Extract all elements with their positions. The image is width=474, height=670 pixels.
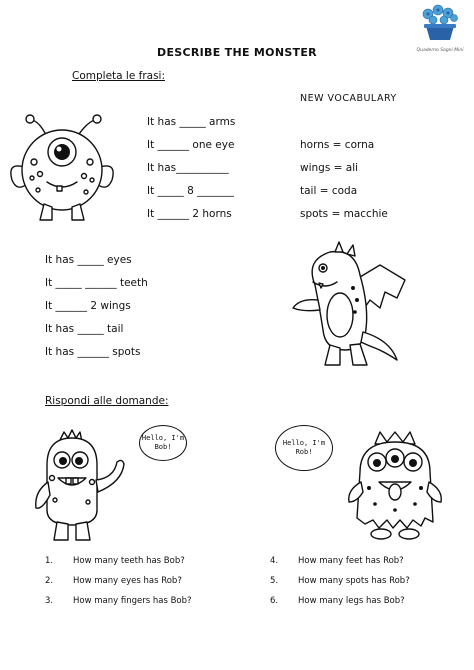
question-text: How many fingers has Bob? (73, 596, 192, 606)
question-number: 5. (270, 576, 279, 586)
question-number: 2. (45, 576, 54, 586)
sentence-middle: It has ______ spots (45, 346, 141, 358)
vocab-item: wings = ali (300, 162, 359, 174)
speech-bubble-bob (139, 425, 187, 461)
sentence-top: It ______ one eye (147, 139, 235, 151)
vocab-item: horns = corna (300, 139, 375, 151)
sentence-top: It has _____ arms (147, 116, 236, 128)
question-text: How many feet has Rob? (298, 556, 404, 566)
question-text: How many eyes has Rob? (73, 576, 182, 586)
speech-bubble-text: Hello, I'm Bob! (141, 434, 185, 451)
one-eyed-monster-icon (2, 112, 122, 227)
question-number: 3. (45, 596, 54, 606)
rob-three-eyed-monster-icon (345, 432, 445, 542)
speech-bubble-rob (275, 425, 333, 471)
question-number: 1. (45, 556, 54, 566)
question-text: How many legs has Bob? (298, 596, 405, 606)
page-title: DESCRIBE THE MONSTER (157, 46, 317, 59)
sentence-middle: It has _____ eyes (45, 254, 132, 266)
winged-dragon-monster-icon (285, 240, 415, 380)
vocab-item: tail = coda (300, 185, 358, 197)
vocab-item: spots = macchie (300, 208, 388, 220)
sentence-middle: It ______ 2 wings (45, 300, 131, 312)
vocabulary-heading: NEW VOCABULARY (300, 93, 397, 104)
sentence-top: It ______ 2 horns (147, 208, 232, 220)
section-heading-complete: Completa le frasi: (72, 70, 166, 82)
sentence-top: It has__________ (147, 162, 229, 174)
bob-monster-icon (22, 430, 137, 545)
logo (414, 4, 466, 52)
section-heading-answer: Rispondi alle domande: (45, 395, 169, 407)
question-number: 4. (270, 556, 279, 566)
speech-bubble-text: Hello, I'm Rob! (282, 439, 326, 456)
sentence-middle: It _____ ______ teeth (45, 277, 148, 289)
sentence-middle: It has _____ tail (45, 323, 124, 335)
flower-pot-logo-icon (414, 4, 466, 44)
sentence-top: It _____ 8 _______ (147, 185, 234, 197)
question-text: How many spots has Rob? (298, 576, 410, 586)
question-text: How many teeth has Bob? (73, 556, 185, 566)
logo-caption: Quaderno Sogni Mini (416, 48, 464, 53)
question-number: 6. (270, 596, 279, 606)
